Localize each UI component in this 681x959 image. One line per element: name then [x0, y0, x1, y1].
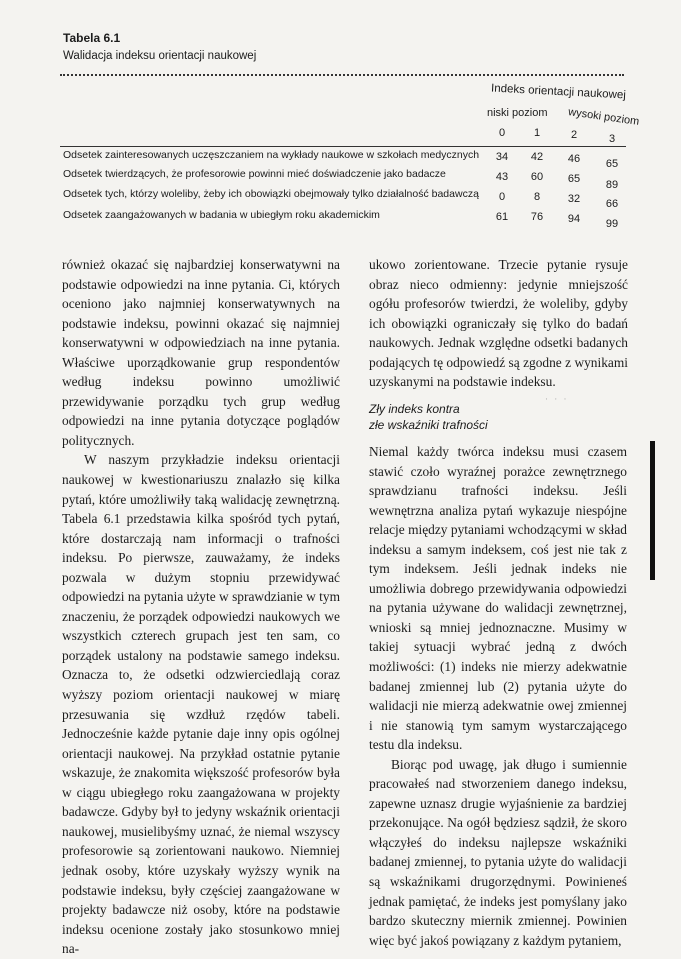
table-caption: Walidacja indeksu orientacji naukowej — [63, 50, 257, 62]
table-cell: 43 — [495, 171, 509, 183]
section-subheading — [369, 401, 609, 433]
table-cell: 61 — [495, 211, 509, 223]
subheading-line-2: złe wskaźniki trafności — [369, 418, 488, 432]
table-top-rule — [60, 74, 624, 76]
paragraph: Biorąc pod uwagę, jak długo i sumiennie pracowałeś nad stworzeniem danego indeksu, zapewne uznasz drugie wyjaśnienie za bardziej przekonujące. Na ogół będziesz sądził, że skoro włączyłeś do indeksu najlepsze wskaźniki badanej zmiennej, to pytania użyte do walidacji są wskaźnikami drugorzędnymi. Powinieneś jednak pamiętać, że indeks jest pomyślany jako bardzo skuteczny miernik zmiennej. Powinien więc być jakoś powiązany z każdym pytaniem, — [369, 756, 627, 948]
table-cell: 34 — [495, 151, 509, 163]
header-col-0: 0 — [498, 127, 506, 139]
table-cell: 66 — [605, 198, 619, 210]
table-cell: 60 — [530, 171, 544, 183]
table-cell: 0 — [498, 191, 506, 203]
table-row-label: Odsetek twierdzących, że profesorowie powinni mieć doświadczenie jako badacze — [63, 168, 446, 180]
table-cell: 65 — [567, 173, 581, 185]
paragraph: ukowo zorientowane. Trzecie pytanie rysuje obraz nieco odmienny: jedynie mniejszość ogółu profesorów twierdzi, że woleliby, gdyby ich obowiązki ograniczały się tylko do badań naukowych. Jednak względne odsetki badanych podających tę odpowiedź są zgodne z wynikami uzyskanymi na podstawie indeksu. — [369, 257, 628, 390]
paragraph: również okazać się najbardziej konserwatywni na podstawie odpowiedzi na inne pytania. Ci, których oceniono jako najmniej konserwatywnych na podstawie indeksu, powinni okazać się najmniej konserwatywni w odpowiedziach na inne pytania. Właściwe uporządkowanie grup respondentów według indeksu powinno umożliwić przewidywanie porządku tych grup według odpowiedzi na inne pytania dotyczące poglądów politycznych. — [62, 257, 340, 448]
subheading-line-1: Zły indeks kontra — [369, 402, 460, 416]
table-cell: 8 — [533, 191, 541, 203]
table-cell: 99 — [605, 218, 619, 230]
table-cell: 42 — [530, 151, 544, 163]
header-col-1: 1 — [533, 127, 541, 139]
header-group: Indeks orientacji naukowej — [490, 82, 627, 102]
margin-bar — [650, 441, 655, 580]
scan-artifact: · · · — [545, 394, 569, 404]
paragraph: Niemal każdy twórca indeksu musi czasem stawić czoło wyraźnej porażce zewnętrznego sprawdzianu trafności indeksu. Jeśli wewnętrzna analiza pytań wykazuje niespójne relacje między pytaniami wchodzącymi w skład indeksu a samym indeksem, coś jest nie tak z tym indeksem. Jeśli jednak indeks nie umożliwia dobrego przewidywania odpowiedzi na pytania używane do walidacji zewnętrznej, wnioski są mniej jednoznaczne. Musimy w takiej sytuacji wybrać jedną z dwóch możliwości: (1) indeks nie mierzy adekwatnie badanej zmiennej lub (2) pytania użyte do walidacji nie mierzą adekwatnie owej zmiennej i nie stanowią tym samym wystarczającego testu dla indeksu. — [369, 444, 627, 753]
header-col-2: 2 — [570, 129, 578, 141]
header-high: wysoki poziom — [567, 106, 641, 128]
table-row-label: Odsetek zaangażowanych w badania w ubiegłym roku akademickim — [63, 209, 380, 221]
table-cell: 32 — [567, 193, 581, 205]
table-cell: 46 — [567, 153, 581, 165]
table-row-label: Odsetek tych, którzy woleliby, żeby ich obowiązki obejmowały tylko działalność badawczą — [63, 188, 479, 200]
paragraph: W naszym przykładzie indeksu orientacji naukowej w kwestionariuszu znalazło się kilka pytań, które umożliwiły taką walidację zewnętrzną. Tabela 6.1 przedstawia kilka spośród tych pytań, które dostarczają nam informacji o trafności indeksu. Po pierwsze, zauważamy, że indeks pozwala w dużym stopniu przewidywać odpowiedzi na pytania użyte w sprawdzianie w tym znaczeniu, że porządek odpowiedzi naukowych we wszystkich czterech grupach jest ten sam, co porządek ustalony na podstawie samego indeksu. Oznacza to, że odsetki odzwierciedlają coraz wyższy poziom orientacji naukowej w miarę przesuwania się wzdłuż rzędów tabeli. Jednocześnie każde pytanie daje inny opis ogólnej orientacji naukowej. Na przykład ostatnie pytanie wskazuje, że znakomita większość profesorów była w ciągu ubiegłego roku zaangażowana w projekty badawcze. Gdyby był to jedyny wskaźnik orientacji naukowej, musielibyśmy uznać, że niemal wszyscy profesorowie są zorientowani naukowo. Niemniej jednak osoby, które uzyskały wyższy wynik na podstawie indeksu, były częściej zaangażowane w projekty badawcze niż osoby, które na podstawie indeksu ocenione zostały jako stosunkowo mniej na- — [62, 452, 340, 957]
header-col-3: 3 — [608, 133, 616, 145]
table-header-rule — [60, 146, 626, 147]
table-cell: 89 — [605, 179, 619, 191]
right-column-top — [369, 255, 628, 392]
table-label: Tabela 6.1 — [63, 31, 121, 45]
table-row-label: Odsetek zainteresowanych uczęszczaniem na wykłady naukowe w szkołach medycznych — [63, 149, 480, 161]
header-low: niski poziom — [487, 107, 548, 119]
table-cell: 94 — [567, 213, 581, 225]
right-column-section — [369, 442, 627, 950]
left-column — [62, 255, 340, 959]
table-cell: 65 — [605, 158, 619, 170]
table-cell: 76 — [530, 211, 544, 223]
